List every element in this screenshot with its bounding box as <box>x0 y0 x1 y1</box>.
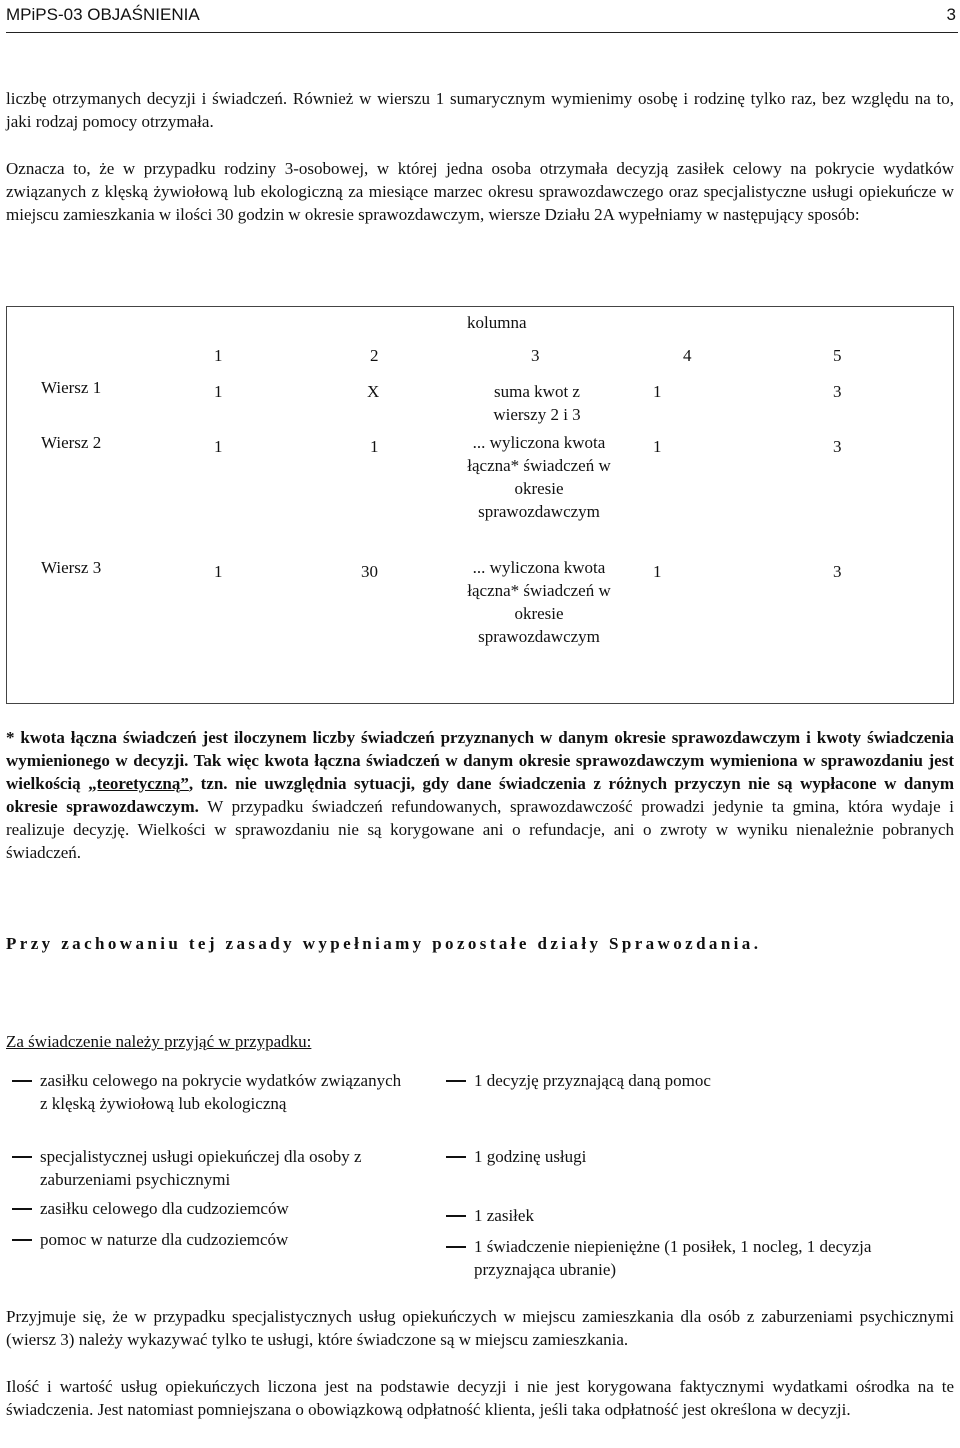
section-heading: Za świadczenie należy przyjąć w przypadku: <box>6 1032 312 1051</box>
table-cell: ... wyliczona kwota łączna* świadczeń w okresie sprawozdawczym <box>467 433 611 521</box>
paragraph-closing-2: Ilość i wartość usług opiekuńczych liczona jest na podstawie decyzji i nie jest korygowana faktycznymi wydatkami ośrodka na te świadczenia. Jest natomiast pomniejszana o obowiązkową odpłatność klienta, jeśli taka odpłatność jest określona w decyzji. <box>6 1377 954 1419</box>
footnote <box>6 726 954 864</box>
dash-bullet-icon <box>12 1239 32 1241</box>
list-item-text: pomoc w naturze dla cudzoziemców <box>40 1230 289 1249</box>
column-header: 4 <box>683 346 692 365</box>
table-caption: kolumna <box>467 313 527 332</box>
table-cell: 1 <box>214 562 223 581</box>
document-title: MPiPS-03 OBJAŚNIENIA <box>6 5 200 24</box>
table-cell: 3 <box>833 562 842 581</box>
dash-bullet-icon <box>446 1246 466 1248</box>
column-header: 2 <box>370 346 379 365</box>
column-header: 1 <box>214 346 223 365</box>
table-cell: 3 <box>833 382 842 401</box>
footnote-emphasis: „teoretyczną” <box>88 774 189 793</box>
table-cell: 1 <box>653 437 662 456</box>
table-cell: 3 <box>833 437 842 456</box>
table-cell: 1 <box>214 382 223 401</box>
list-item-text: 1 zasiłek <box>474 1206 534 1225</box>
row-label: Wiersz 1 <box>41 378 102 397</box>
dash-bullet-icon <box>12 1208 32 1210</box>
dash-bullet-icon <box>12 1156 32 1158</box>
spaced-instruction: Przy zachowaniu tej zasady wypełniamy pozostałe działy Sprawozdania. <box>6 934 762 953</box>
table-cell: 1 <box>370 437 379 456</box>
list-item-text: 1 decyzję przyznającą daną pomoc <box>474 1071 711 1090</box>
table-cell: 1 <box>214 437 223 456</box>
row-label: Wiersz 2 <box>41 433 102 452</box>
table-cell: X <box>367 382 380 401</box>
table-cell: suma kwot z wierszy 2 i 3 <box>493 382 581 424</box>
list-item-text: zasiłku celowego dla cudzoziemców <box>40 1199 289 1218</box>
footnote-bold-part-a: * kwota łączna świadczeń jest iloczynem liczby świadczeń przyznanych w danym okresie sprawozdawczym i kwoty świadczenia wymienionego w decyzji. Tak więc kwota łączna świadczeń w danym okresie sprawozdawczym wymieniona w sprawozdaniu jest wielkością <box>6 728 954 793</box>
footnote-bold-part-b: , tzn. nie uwzględnia sytuacji, gdy dane świadczenia z różnych przyczyn nie są wypłacone w danym okresie sprawozdawczym. <box>6 774 955 816</box>
dash-bullet-icon <box>446 1215 466 1217</box>
example-table <box>6 306 954 704</box>
paragraph-closing-1: Przyjmuje się, że w przypadku specjalistycznych usług opiekuńczych w miejscu zamieszkania dla osób z zaburzeniami psychicznymi (wiersz 3) należy wykazywać tylko te usługi, które świadczone są w miejscu zamieszkania. <box>6 1307 954 1349</box>
dash-bullet-icon <box>446 1156 466 1158</box>
dash-bullet-icon <box>12 1080 32 1082</box>
page-number: 3 <box>946 5 956 24</box>
list-item-text: zasiłku celowego na pokrycie wydatków związanych z klęską żywiołową lub ekologiczną <box>40 1071 402 1113</box>
table-cell: 1 <box>653 382 662 401</box>
page-header <box>6 1 958 33</box>
table-cell: 30 <box>361 562 378 581</box>
list-item-text: 1 świadczenie niepieniężne (1 posiłek, 1 nocleg, 1 decyzja przyznająca ubranie) <box>474 1237 872 1279</box>
table-cell: ... wyliczona kwota łączna* świadczeń w okresie sprawozdawczym <box>467 558 611 646</box>
table-cell: 1 <box>653 562 662 581</box>
footnote-normal: W przypadku świadczeń refundowanych, sprawozdawczość prowadzi jedynie ta gmina, która wydaje i realizuje decyzję. Wielkości w sprawozdaniu nie są korygowane ani o refundacje, ani o zwroty w wyniku nienależnie pobranych świadczeń. <box>6 797 954 862</box>
dash-bullet-icon <box>446 1080 466 1082</box>
row-label: Wiersz 3 <box>41 558 102 577</box>
list-item-text: 1 godzinę usługi <box>474 1147 587 1166</box>
column-header: 3 <box>531 346 540 365</box>
list-item-text: specjalistycznej usługi opiekuńczej dla osoby z zaburzeniami psychicznymi <box>40 1147 362 1189</box>
paragraph-example: Oznacza to, że w przypadku rodziny 3-osobowej, w której jedna osoba otrzymała decyzją zasiłek celowy na pokrycie wydatków związanych z klęską żywiołową lub ekologiczną za miesiące marzec okresu sprawozdawczego oraz specjalistyczne usługi opiekuńcze w miejscu zamieszkania w ilości 30 godzin w okresie sprawozdawczym, wiersze Działu 2A wypełniamy w następujący sposób: <box>6 159 954 224</box>
column-header: 5 <box>833 346 842 365</box>
paragraph-intro: liczbę otrzymanych decyzji i świadczeń. Również w wierszu 1 sumarycznym wymienimy osobę i rodzinę tylko raz, bez względu na to, jaki rodzaj pomocy otrzymała. <box>6 89 954 131</box>
